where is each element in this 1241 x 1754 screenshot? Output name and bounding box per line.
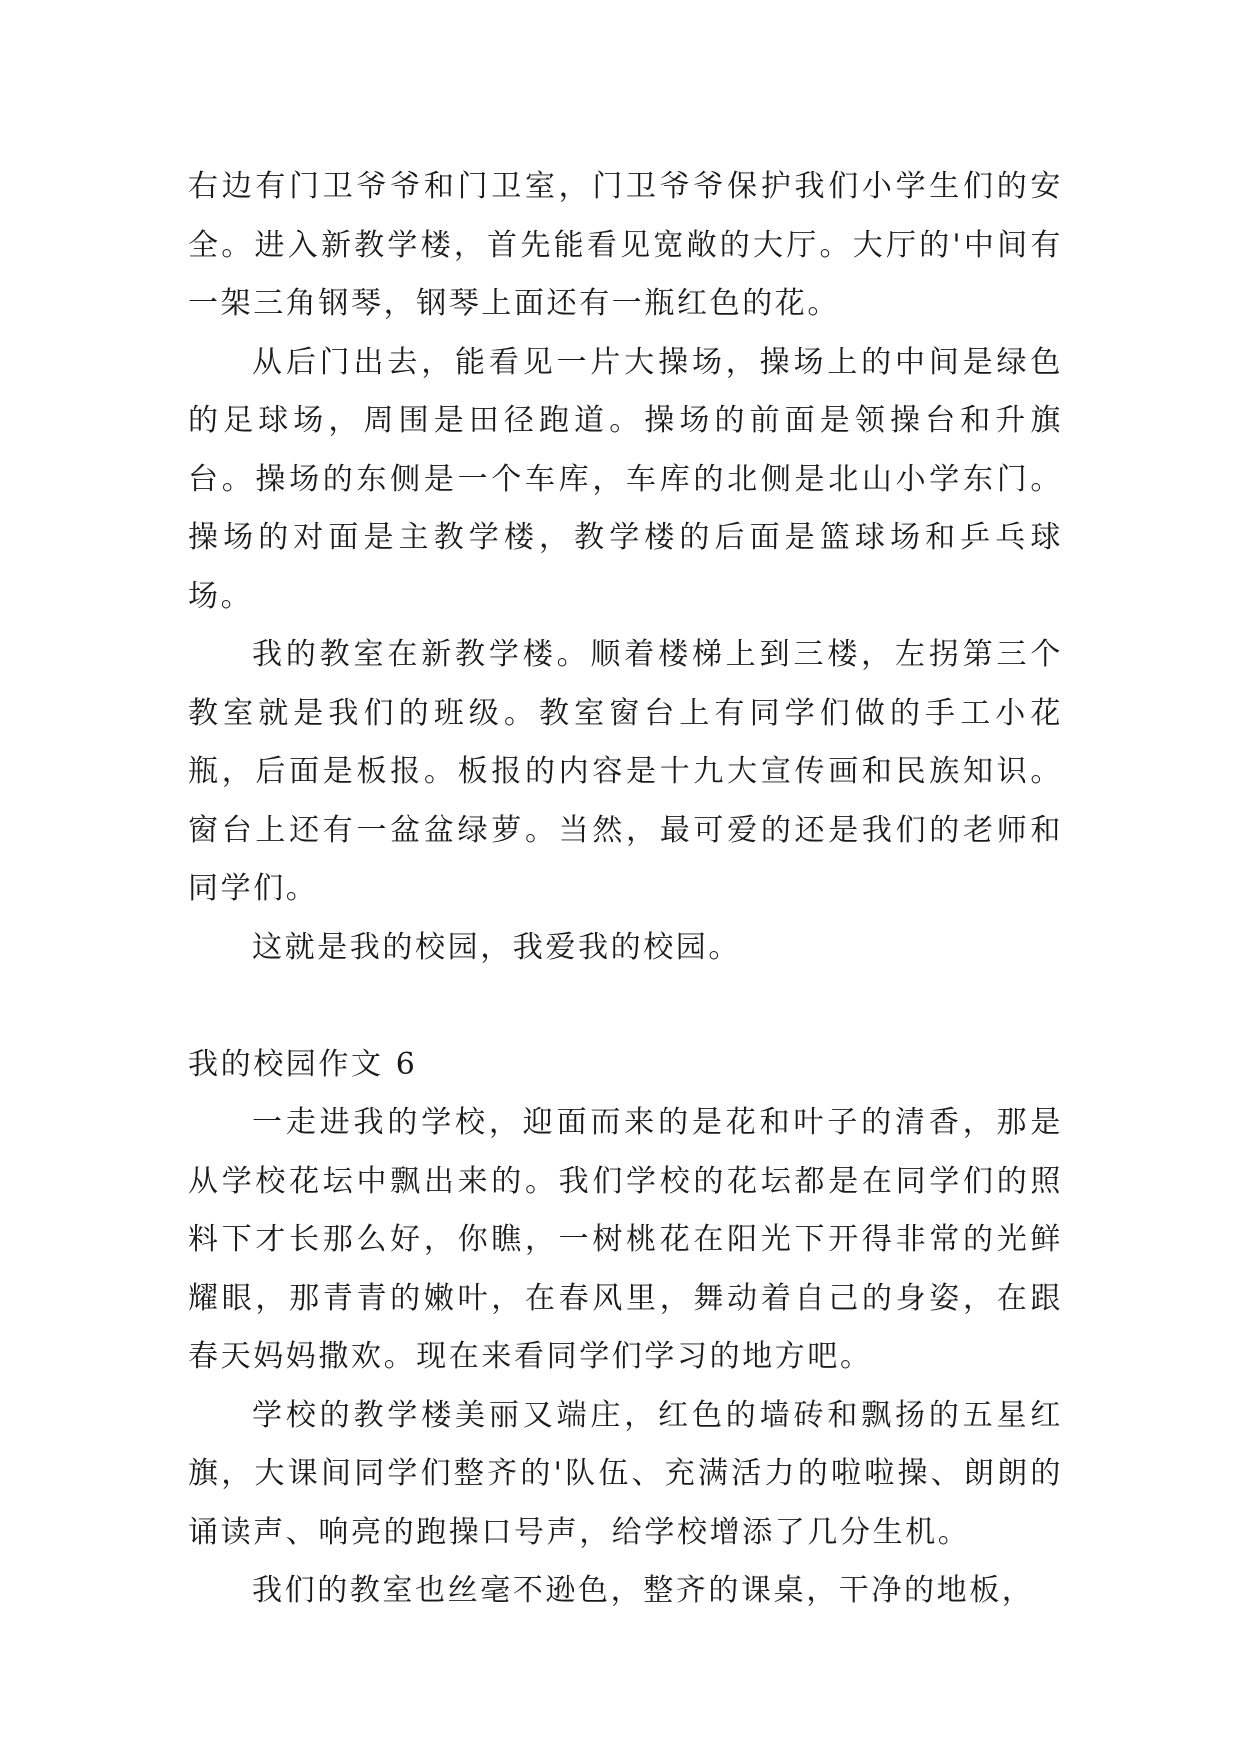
paragraph-closing: 这就是我的校园，我爱我的校园。	[252, 929, 741, 965]
document-body	[188, 158, 1063, 1621]
section-spacer	[188, 977, 1063, 1036]
section-heading: 我的校园作文 6	[188, 1046, 418, 1082]
paragraph-classroom: 我的教室在新教学楼。顺着楼梯上到三楼，左拐第三个教室就是我们的班级。教室窗台上有同学们做的手工小花瓶，后面是板报。板报的内容是十九大宣传画和民族知识。窗台上还有一盆盆绿萝。当然，最可爱的还是我们的老师和同学们。	[188, 637, 1063, 906]
paragraph-teaching-building: 学校的教学楼美丽又端庄，红色的墙砖和飘扬的五星红旗，大课间同学们整齐的'队伍、充满活力的啦啦操、朗朗的诵读声、响亮的跑操口号声，给学校增添了几分生机。	[188, 1397, 1063, 1550]
paragraph-flower-bed: 一走进我的学校，迎面而来的是花和叶子的清香，那是从学校花坛中飘出来的。我们学校的花坛都是在同学们的照料下才长那么好，你瞧，一树桃花在阳光下开得非常的光鲜耀眼，那青青的嫩叶，在春风里，舞动着自己的身姿，在跟春天妈妈撒欢。现在来看同学们学习的地方吧。	[188, 1105, 1063, 1374]
paragraph-playground: 从后门出去，能看见一片大操场，操场上的中间是绿色的足球场，周围是田径跑道。操场的前面是领操台和升旗台。操场的东侧是一个车库，车库的北侧是北山小学东门。操场的对面是主教学楼，教学楼的后面是篮球场和乒乓球场。	[188, 344, 1063, 614]
paragraph-continued-gate: 右边有门卫爷爷和门卫室，门卫爷爷保护我们小学生们的安全。进入新教学楼，首先能看见宽敞的大厅。大厅的'中间有一架三角钢琴，钢琴上面还有一瓶红色的花。	[188, 169, 1063, 321]
paragraph-our-classroom: 我们的教室也丝毫不逊色，整齐的课桌，干净的地板，	[252, 1573, 1035, 1608]
